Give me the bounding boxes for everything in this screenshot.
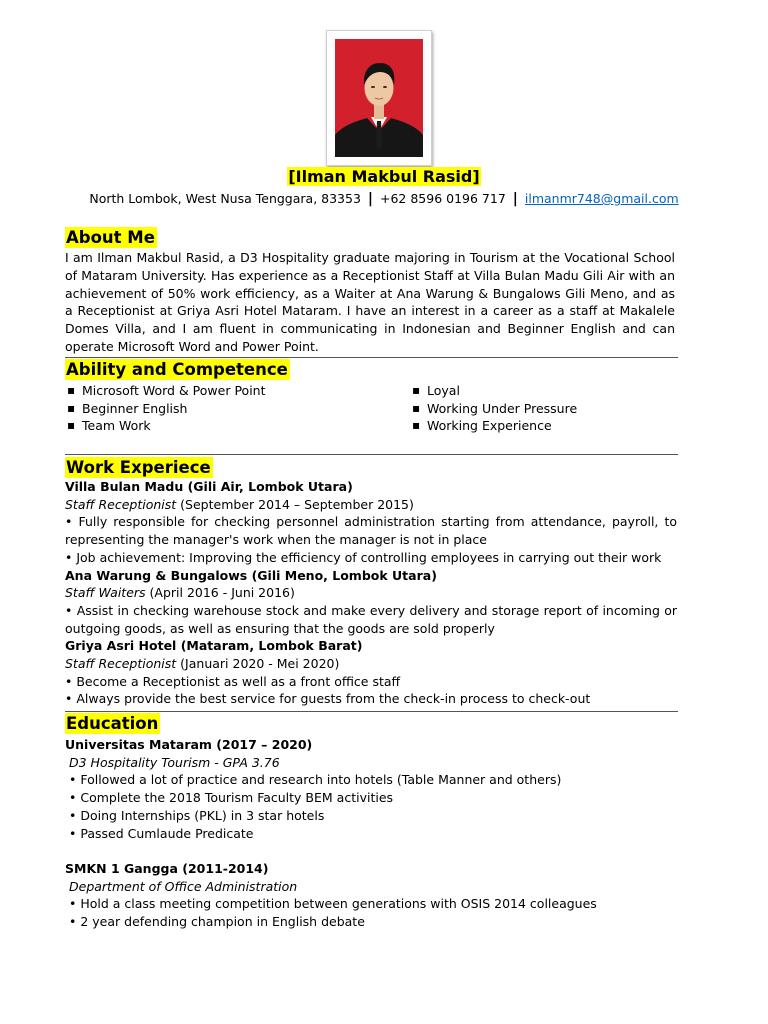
skill-item: ▪ Beginner English <box>65 400 265 418</box>
skill-item: ▪ Team Work <box>65 417 265 435</box>
job-point: • Assist in checking warehouse stock and make every delivery and storage report of incoming or outgoing goods, as well as ensuring that the goods are sold properly <box>65 602 677 636</box>
school-point: • Complete the 2018 Tourism Faculty BEM activities <box>69 790 394 806</box>
skills-heading: Ability and Competence <box>66 360 288 379</box>
job-company: Ana Warung & Bungalows (Gili Meno, Lombok Utara) <box>65 567 437 583</box>
job-role: Staff Waiters <box>65 585 146 601</box>
section-divider <box>65 357 678 358</box>
skill-item: ▪ Working Experience <box>410 417 577 435</box>
candidate-name <box>0 167 768 187</box>
school-program: D3 Hospitality Tourism - GPA 3.76 <box>69 754 280 770</box>
school-point: • Passed Cumlaude Predicate <box>69 825 254 841</box>
about-heading: About Me <box>66 228 155 247</box>
school-entry <box>65 736 677 842</box>
school-point: • Doing Internships (PKL) in 3 star hotels <box>69 807 325 823</box>
education-list <box>65 736 677 931</box>
job-period: (Januari 2020 - Mei 2020) <box>176 656 340 672</box>
separator: | <box>367 191 374 207</box>
address: North Lombok, West Nusa Tenggara, 83353 <box>89 191 361 206</box>
profile-photo-frame <box>326 30 432 166</box>
school-name: SMKN 1 Gangga (2011-2014) <box>65 860 269 876</box>
job-point: • Fully responsible for checking personnel administration starting from attendance, payroll, to representing the manager's work when the manager is not in place <box>65 514 677 548</box>
section-divider <box>65 711 678 712</box>
job-entry <box>65 478 677 567</box>
job-entry <box>65 637 677 708</box>
phone-number: +62 8596 0196 717 <box>380 191 506 206</box>
school-program: Department of Office Administration <box>69 878 298 894</box>
skill-item: ▪ Working Under Pressure <box>410 400 577 418</box>
work-heading: Work Experiece <box>66 458 211 477</box>
section-divider <box>65 454 678 455</box>
about-text: I am Ilman Makbul Rasid, a D3 Hospitality graduate majoring in Tourism at the Vocational School of Mataram University. Has experience as a Receptionist Staff at Villa Bulan Madu Gili Air with an achievement of 50% work efficiency, as a Waiter at Ana Warung & Bungalows Gili Meno, and as a Receptionist at Griya Asri Hotel Mataram. I have an interest in a career as a staff at Makalele Domes Villa, and I am fluent in communicating in Indonesian and Beginner English and can operate Microsoft Word and Power Point. <box>65 250 675 354</box>
job-point: • Job achievement: Improving the efficiency of controlling employees in carrying out their work <box>65 549 662 565</box>
profile-photo <box>335 39 423 157</box>
job-entry <box>65 567 677 638</box>
separator: | <box>512 191 518 207</box>
school-point: • 2 year defending champion in English debate <box>69 914 365 930</box>
school-entry <box>65 860 677 931</box>
skills-column-right <box>410 382 577 435</box>
skills-column-left <box>65 382 265 435</box>
school-point: • Followed a lot of practice and research into hotels (Table Manner and others) <box>69 772 562 788</box>
job-company: Villa Bulan Madu (Gili Air, Lombok Utara) <box>65 479 353 494</box>
school-name: Universitas Mataram (2017 – 2020) <box>65 737 313 752</box>
name-text: [Ilman Makbul Rasid] <box>288 167 480 186</box>
education-heading: Education <box>66 714 159 733</box>
skill-item: ▪ Loyal <box>410 382 577 400</box>
contact-line <box>0 190 768 208</box>
job-point: • Always provide the best service for guests from the check-in process to check-out <box>65 691 591 707</box>
job-role: Staff Receptionist <box>65 656 177 672</box>
work-experience-list <box>65 478 677 708</box>
email-link[interactable]: ilmanmr748@gmail.com <box>524 191 679 206</box>
job-period: (September 2014 – September 2015) <box>176 496 414 512</box>
job-company: Griya Asri Hotel (Mataram, Lombok Barat) <box>65 638 363 654</box>
job-role: Staff Receptionist <box>65 496 177 512</box>
skill-item: ▪ Microsoft Word & Power Point <box>65 382 265 400</box>
job-period: (April 2016 - Juni 2016) <box>145 585 295 601</box>
school-point: • Hold a class meeting competition between generations with OSIS 2014 colleagues <box>69 896 597 912</box>
job-point: • Become a Receptionist as well as a front office staff <box>65 673 401 689</box>
